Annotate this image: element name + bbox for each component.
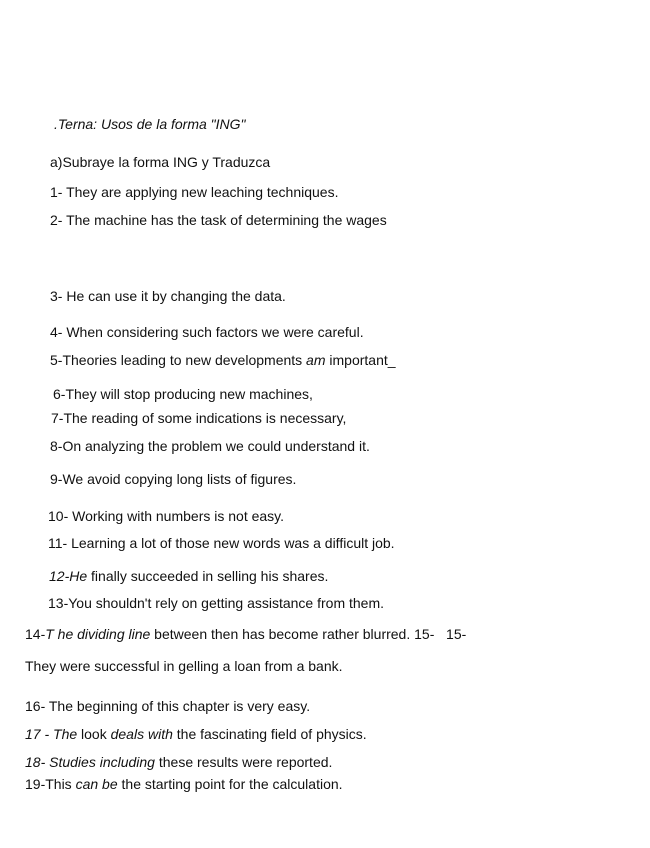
sentence-18-part: these results were reported. — [154, 754, 333, 770]
sentence-3: 3- He can use it by changing the data. — [50, 288, 286, 304]
sentence-1: 1- They are applying new leaching techniques. — [50, 184, 339, 200]
worksheet-title: .Terna: Usos de la forma "ING" — [54, 116, 246, 132]
sentence-19-part: 19-This — [25, 776, 76, 792]
sentence-14-emphasis: T he dividing line — [45, 626, 151, 642]
sentence-14-part: 14- — [25, 626, 46, 642]
sentence-18-emphasis: 18- Studies including — [25, 754, 155, 770]
sentence-8: 8-On analyzing the problem we could understand it. — [50, 438, 370, 454]
instruction: a)Subraye la forma ING y Traduzca — [50, 154, 271, 170]
sentence-17 — [25, 725, 367, 743]
sentence-9: 9-We avoid copying long lists of figures. — [50, 471, 297, 487]
sentence-6: 6-They will stop producing new machines, — [53, 386, 313, 402]
sentence-13: 13-You shouldn't rely on getting assistance from them. — [48, 595, 385, 611]
sentence-5-part: 5-Theories leading to new developments — [50, 352, 307, 368]
sentence-10: 10- Working with numbers is not easy. — [48, 508, 285, 524]
sentence-12-part: finally succeeded in selling his shares. — [87, 568, 329, 584]
sentence-17-emphasis: 17 - The — [25, 726, 78, 742]
sentence-11: 11- Learning a lot of those new words was a difficult job. — [48, 535, 395, 551]
sentence-14 — [25, 625, 466, 643]
sentence-5-part: important_ — [325, 352, 396, 368]
sentence-17-emphasis: deals with — [110, 726, 173, 742]
sentence-2: 2- The machine has the task of determining the wages — [50, 212, 387, 228]
sentence-12 — [49, 567, 328, 585]
sentence-18 — [25, 753, 332, 771]
sentence-7: 7-The reading of some indications is necessary, — [51, 410, 347, 426]
sentence-4: 4- When considering such factors we were careful. — [50, 324, 364, 340]
sentence-19-emphasis: can be — [75, 776, 118, 792]
sentence-19 — [25, 775, 343, 793]
sentence-16: 16- The beginning of this chapter is very easy. — [25, 698, 311, 714]
sentence-14-part: between then has become rather blurred. 15- 15- — [150, 626, 467, 642]
sentence-5 — [50, 351, 396, 369]
sentence-12-emphasis: 12-He — [49, 568, 88, 584]
sentence-17-part: look — [77, 726, 111, 742]
sentence-17-part: the fascinating field of physics. — [172, 726, 367, 742]
sentence-5-emphasis: am — [306, 352, 326, 368]
sentence-19-part: the starting point for the calculation. — [117, 776, 343, 792]
sentence-15: They were successful in gelling a loan from a bank. — [25, 658, 343, 674]
